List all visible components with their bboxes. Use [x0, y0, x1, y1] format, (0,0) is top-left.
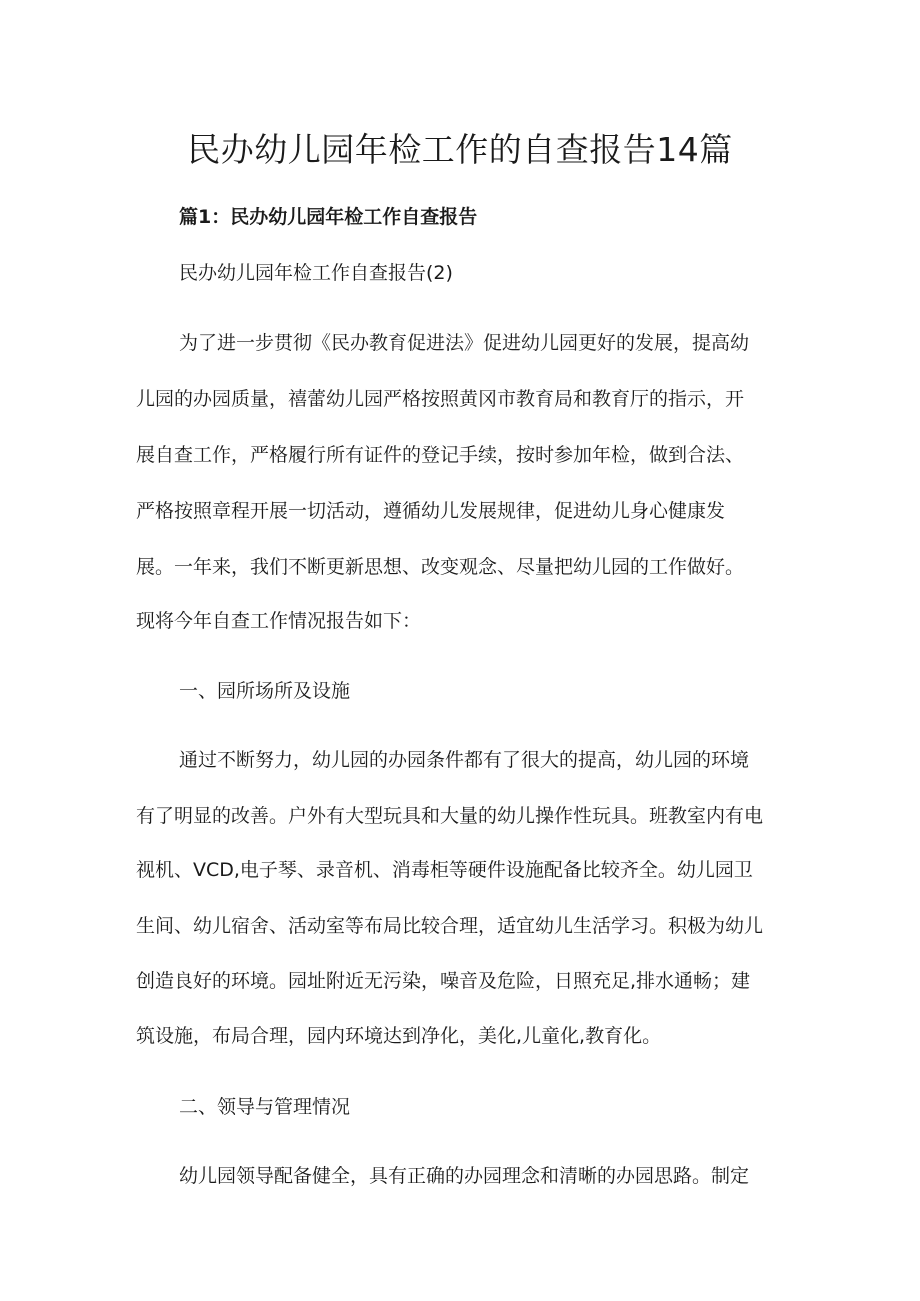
- paragraph-line: 视机、VCD,电子琴、录音机、消毒柜等硬件设施配备比较齐全。幼儿园卫: [136, 859, 753, 881]
- paragraph-line: 展。一年来，我们不断更新思想、改变观念、尽量把幼儿园的工作做好。: [136, 556, 745, 578]
- section-subheading: 二、领导与管理情况: [179, 1096, 351, 1118]
- section-heading: 篇1：民办幼儿园年检工作自查报告: [179, 206, 478, 228]
- paragraph-line: 生间、幼儿宿舍、活动室等布局比较合理，适宜幼儿生活学习。积极为幼儿: [136, 915, 764, 937]
- paragraph-line: 通过不断努力，幼儿园的办园条件都有了很大的提高，幼儿园的环境: [179, 749, 750, 771]
- paragraph-line: 创造良好的环境。园址附近无污染，噪音及危险，日照充足,排水通畅；建: [136, 970, 751, 992]
- paragraph-line: 为了进一步贯彻《民办教育促进法》促进幼儿园更好的发展，提高幼: [179, 332, 750, 354]
- paragraph-line: 儿园的办园质量，禧蕾幼儿园严格按照黄冈市教育局和教育厅的指示，开: [136, 388, 745, 410]
- paragraph-line: 现将今年自查工作情况报告如下：: [136, 610, 422, 632]
- section-subheading: 一、园所场所及设施: [179, 680, 351, 702]
- paragraph-line: 严格按照章程开展一切活动，遵循幼儿发展规律，促进幼儿身心健康发: [136, 500, 726, 522]
- paragraph-line: 筑设施，布局合理，园内环境达到净化，美化,儿童化,教育化。: [136, 1025, 662, 1047]
- paragraph-line: 展自查工作，严格履行所有证件的登记手续，按时参加年检，做到合法、: [136, 444, 745, 466]
- document-title: 民办幼儿园年检工作的自查报告14篇: [187, 130, 733, 169]
- subtitle: 民办幼儿园年检工作自查报告(2): [179, 262, 453, 284]
- paragraph-line: 有了明显的改善。户外有大型玩具和大量的幼儿操作性玩具。班教室内有电: [136, 805, 764, 827]
- paragraph-line: 幼儿园领导配备健全，具有正确的办园理念和清晰的办园思路。制定: [179, 1165, 750, 1187]
